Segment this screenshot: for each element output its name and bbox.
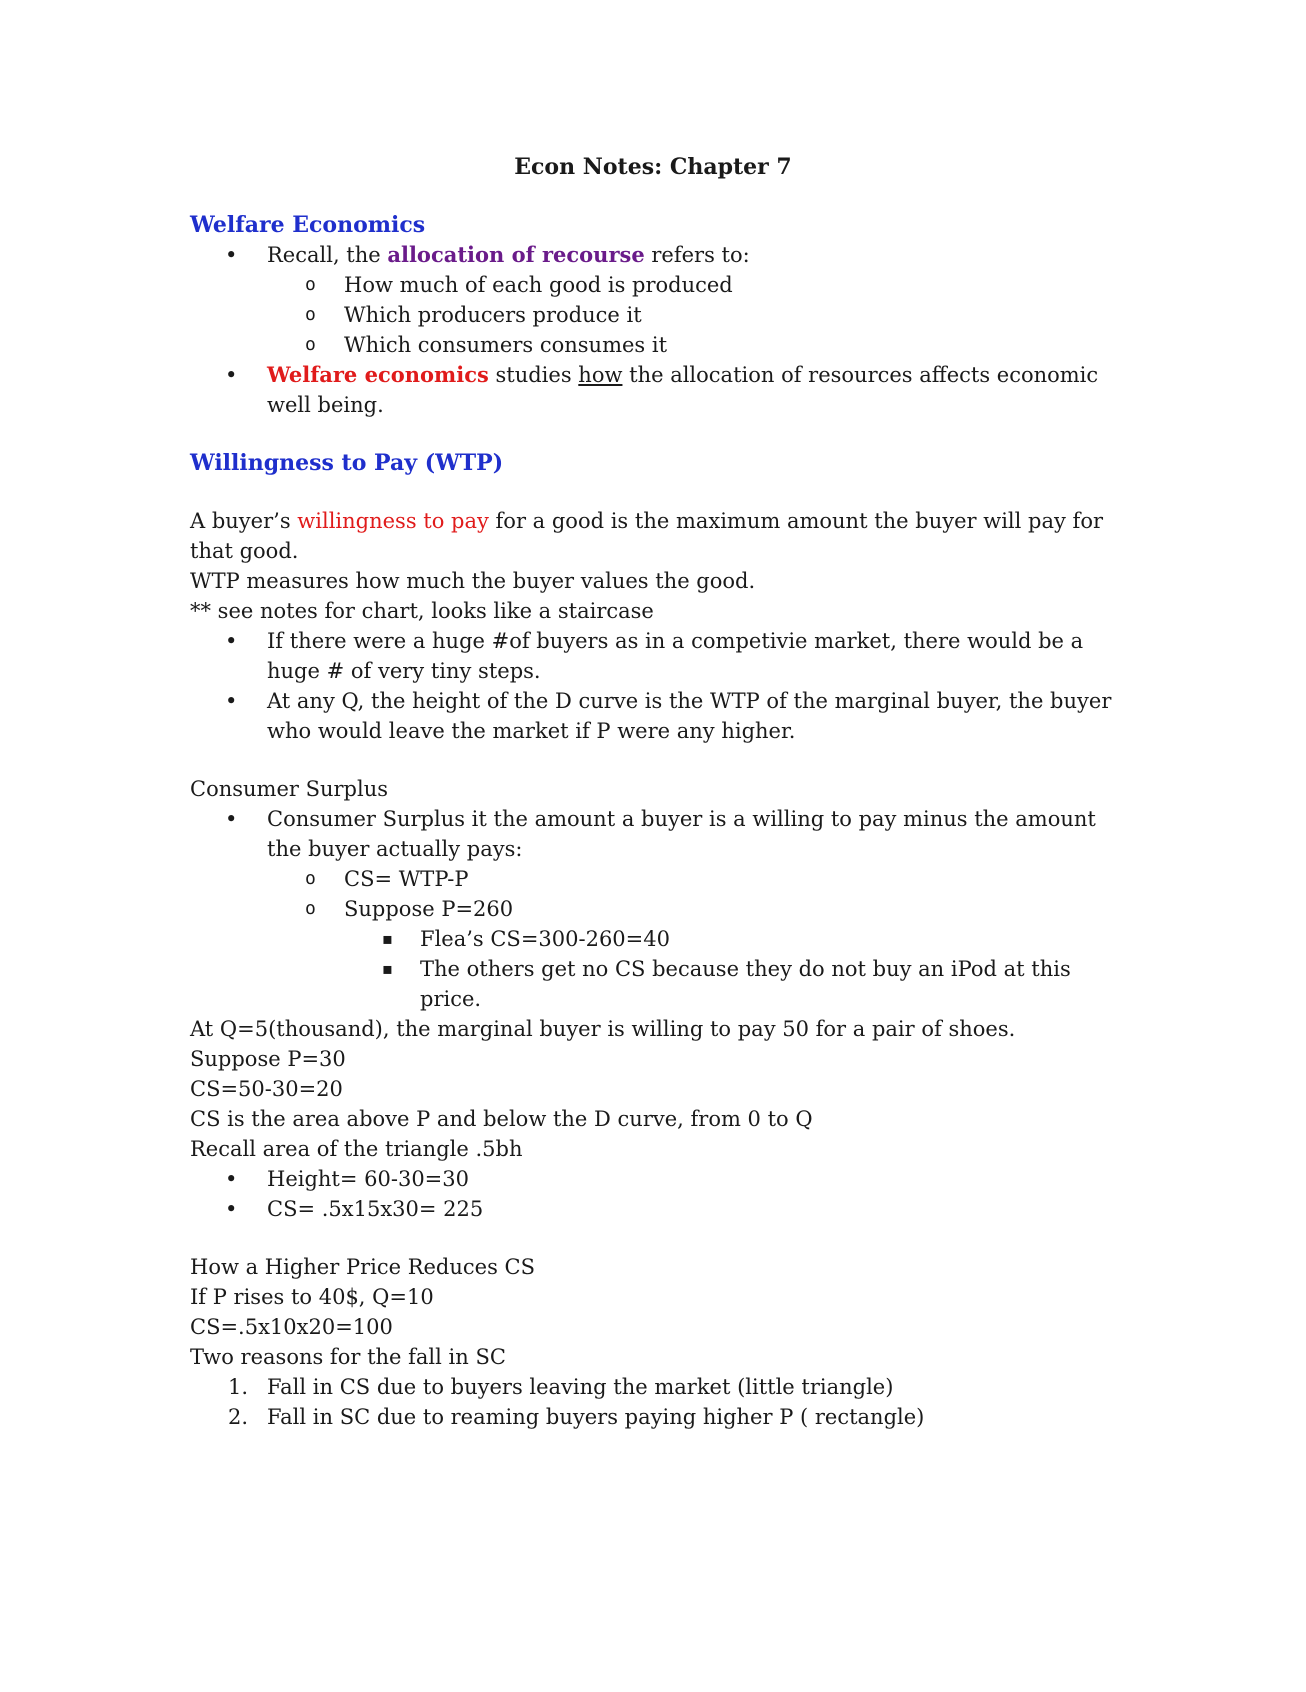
cs-line: Recall area of the triangle .5bh bbox=[190, 1137, 523, 1161]
page-title: Econ Notes: Chapter 7 bbox=[514, 154, 792, 180]
list-item: ▪ The others get no CS because they do not buy an iPod at this price. bbox=[190, 954, 1120, 1014]
list-item: o CS= WTP-P bbox=[190, 864, 1120, 894]
wtp-definition: A buyer’s willingness to pay for a good is the maximum amount the buyer will pay for that good. bbox=[190, 509, 1103, 563]
wtp-term: willingness to pay bbox=[297, 509, 489, 533]
cs-line: Suppose P=30 bbox=[190, 1047, 346, 1071]
welfare-heading: Welfare Economics bbox=[190, 212, 426, 238]
list-item: o Suppose P=260 bbox=[190, 894, 1120, 924]
cs-list bbox=[190, 804, 1120, 1014]
list-item: • At any Q, the height of the D curve is the WTP of the marginal buyer, the buyer who would leave the market if P were any higher. bbox=[190, 686, 1120, 746]
wtp-heading: Willingness to Pay (WTP) bbox=[190, 450, 504, 476]
higher-line: If P rises to 40$, Q=10 bbox=[190, 1285, 434, 1309]
list-item: ▪ Flea’s CS=300-260=40 bbox=[190, 924, 1120, 954]
list-item: • Consumer Surplus it the amount a buyer is a willing to pay minus the amount the buyer actually pays: bbox=[190, 804, 1120, 864]
welfare-term: Welfare economics bbox=[267, 362, 489, 387]
list-item: 2. Fall in SC due to reaming buyers paying higher P ( rectangle) bbox=[228, 1405, 925, 1429]
recall-bullet: • Recall, the allocation of recourse refers to: bbox=[190, 240, 1120, 270]
wtp-note: ** see notes for chart, looks like a staircase bbox=[190, 599, 654, 623]
list-item: o How much of each good is produced bbox=[190, 270, 1120, 300]
how-underlined: how bbox=[578, 363, 623, 387]
list-item: o Which consumers consumes it bbox=[190, 330, 1120, 360]
cs-line: CS=50-30=20 bbox=[190, 1077, 343, 1101]
list-item: • If there were a huge #of buyers as in a competivie market, there would be a huge # of very tiny steps. bbox=[190, 626, 1120, 686]
welfare-list bbox=[190, 240, 1120, 420]
cs-heading: Consumer Surplus bbox=[190, 777, 389, 801]
list-item: o Which producers produce it bbox=[190, 300, 1120, 330]
list-item: • CS= .5x15x30= 225 bbox=[190, 1194, 1120, 1224]
list-item: • Height= 60-30=30 bbox=[190, 1164, 1120, 1194]
cs-line: At Q=5(thousand), the marginal buyer is willing to pay 50 for a pair of shoes. bbox=[190, 1017, 1016, 1041]
reasons-list bbox=[190, 1372, 1120, 1432]
allocation-term: allocation of recourse bbox=[387, 242, 645, 267]
wtp-list bbox=[190, 626, 1120, 746]
notes-content bbox=[190, 210, 1120, 1432]
higher-line: CS=.5x10x20=100 bbox=[190, 1315, 393, 1339]
cs-calc-list bbox=[190, 1164, 1120, 1224]
wtp-measures: WTP measures how much the buyer values the good. bbox=[190, 569, 756, 593]
cs-line: CS is the area above P and below the D curve, from 0 to Q bbox=[190, 1107, 813, 1131]
list-item: 1. Fall in CS due to buyers leaving the market (little triangle) bbox=[228, 1375, 894, 1399]
higher-line: Two reasons for the fall in SC bbox=[190, 1345, 506, 1369]
higher-price-heading: How a Higher Price Reduces CS bbox=[190, 1255, 535, 1279]
welfare-def-bullet: • Welfare economics studies how the allocation of resources affects economic well being. bbox=[190, 360, 1120, 420]
